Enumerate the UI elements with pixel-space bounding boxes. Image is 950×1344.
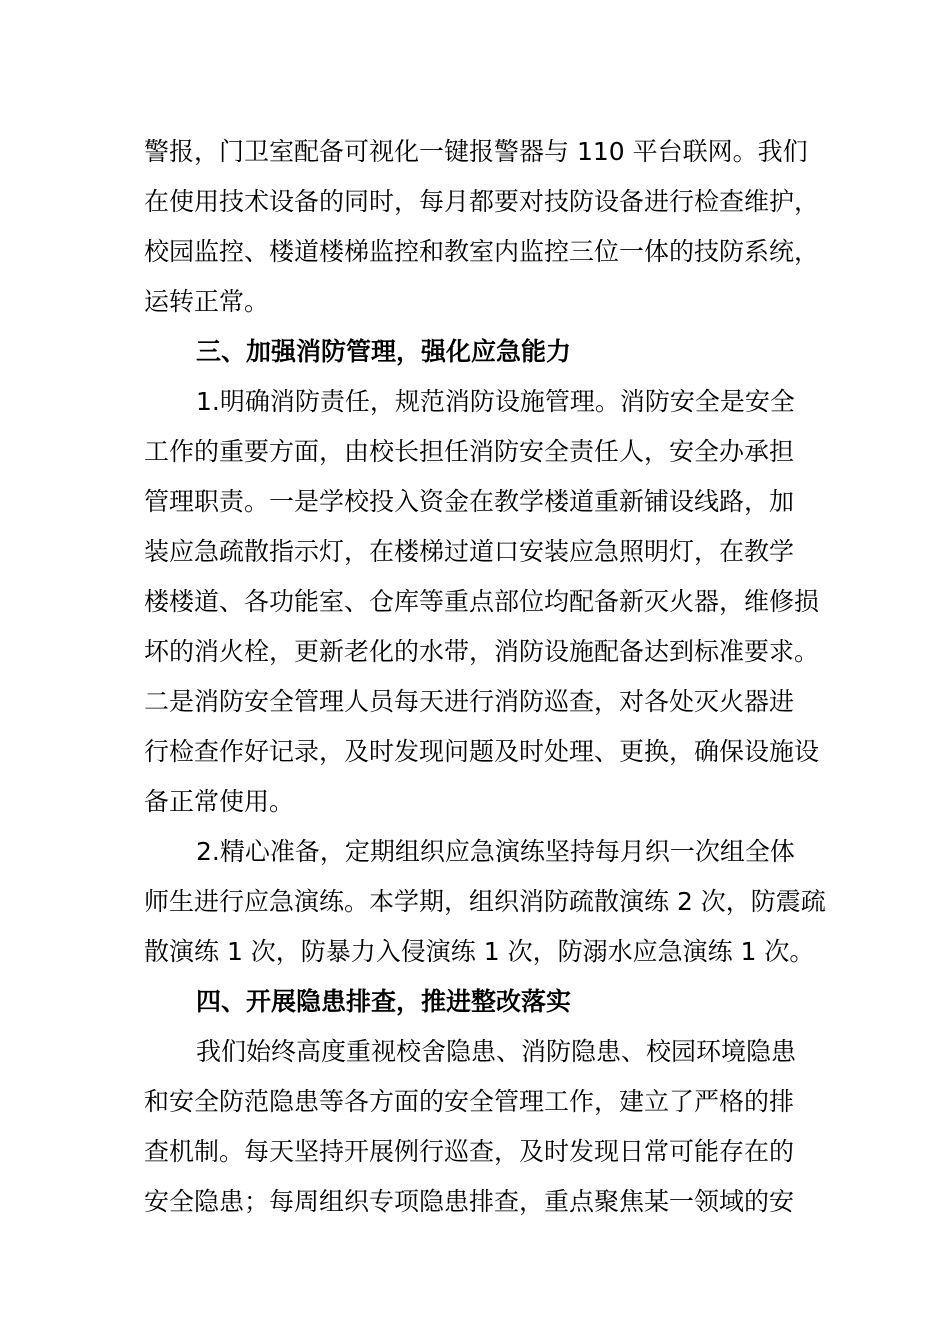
text-line: 楼楼道、各功能室、仓库等重点部位均配备新灭火器，维修损 bbox=[144, 587, 820, 616]
section-heading: 四、开展隐患排查，推进整改落实 bbox=[196, 987, 572, 1016]
text-line: 安全隐患；每周组织专项隐患排查，重点聚焦某一领域的安 bbox=[144, 1187, 795, 1216]
text-line: 警报，门卫室配备可视化一键报警器与 110 平台联网。我们 bbox=[144, 137, 808, 166]
text-line: 查机制。每天坚持开展例行巡查，及时发现日常可能存在的 bbox=[144, 1137, 795, 1166]
text-line: 校园监控、楼道楼梯监控和教室内监控三位一体的技防系统， bbox=[144, 237, 820, 266]
text-line: 和安全防范隐患等各方面的安全管理工作，建立了严格的排 bbox=[144, 1087, 795, 1116]
text-line: 散演练 1 次，防暴力入侵演练 1 次，防溺水应急演练 1 次。 bbox=[144, 937, 815, 966]
text-line: 管理职责。一是学校投入资金在教学楼道重新铺设线路，加 bbox=[144, 487, 795, 516]
text-line: 备正常使用。 bbox=[144, 787, 295, 816]
text-line: 在使用技术设备的同时，每月都要对技防设备进行检查维护， bbox=[144, 187, 820, 216]
text-line: 我们始终高度重视校舍隐患、消防隐患、校园环境隐患 bbox=[196, 1037, 797, 1066]
text-line: 工作的重要方面，由校长担任消防安全责任人，安全办承担 bbox=[144, 437, 795, 466]
text-line: 坏的消火栓，更新老化的水带，消防设施配备达到标准要求。 bbox=[144, 637, 820, 666]
text-line: 二是消防安全管理人员每天进行消防巡查，对各处灭火器进 bbox=[144, 687, 795, 716]
text-line: 师生进行应急演练。本学期，组织消防疏散演练 2 次，防震疏 bbox=[144, 887, 826, 916]
text-line: 行检查作好记录，及时发现问题及时处理、更换，确保设施设 bbox=[144, 737, 820, 766]
text-line: 1.明确消防责任，规范消防设施管理。消防安全是安全 bbox=[196, 387, 795, 416]
text-line: 装应急疏散指示灯，在楼梯过道口安装应急照明灯，在教学 bbox=[144, 537, 795, 566]
section-heading: 三、加强消防管理，强化应急能力 bbox=[196, 337, 572, 366]
text-line: 运转正常。 bbox=[144, 287, 270, 316]
document-body bbox=[144, 127, 834, 1227]
text-line: 2.精心准备，定期组织应急演练坚持每月织一次组全体 bbox=[196, 837, 795, 866]
